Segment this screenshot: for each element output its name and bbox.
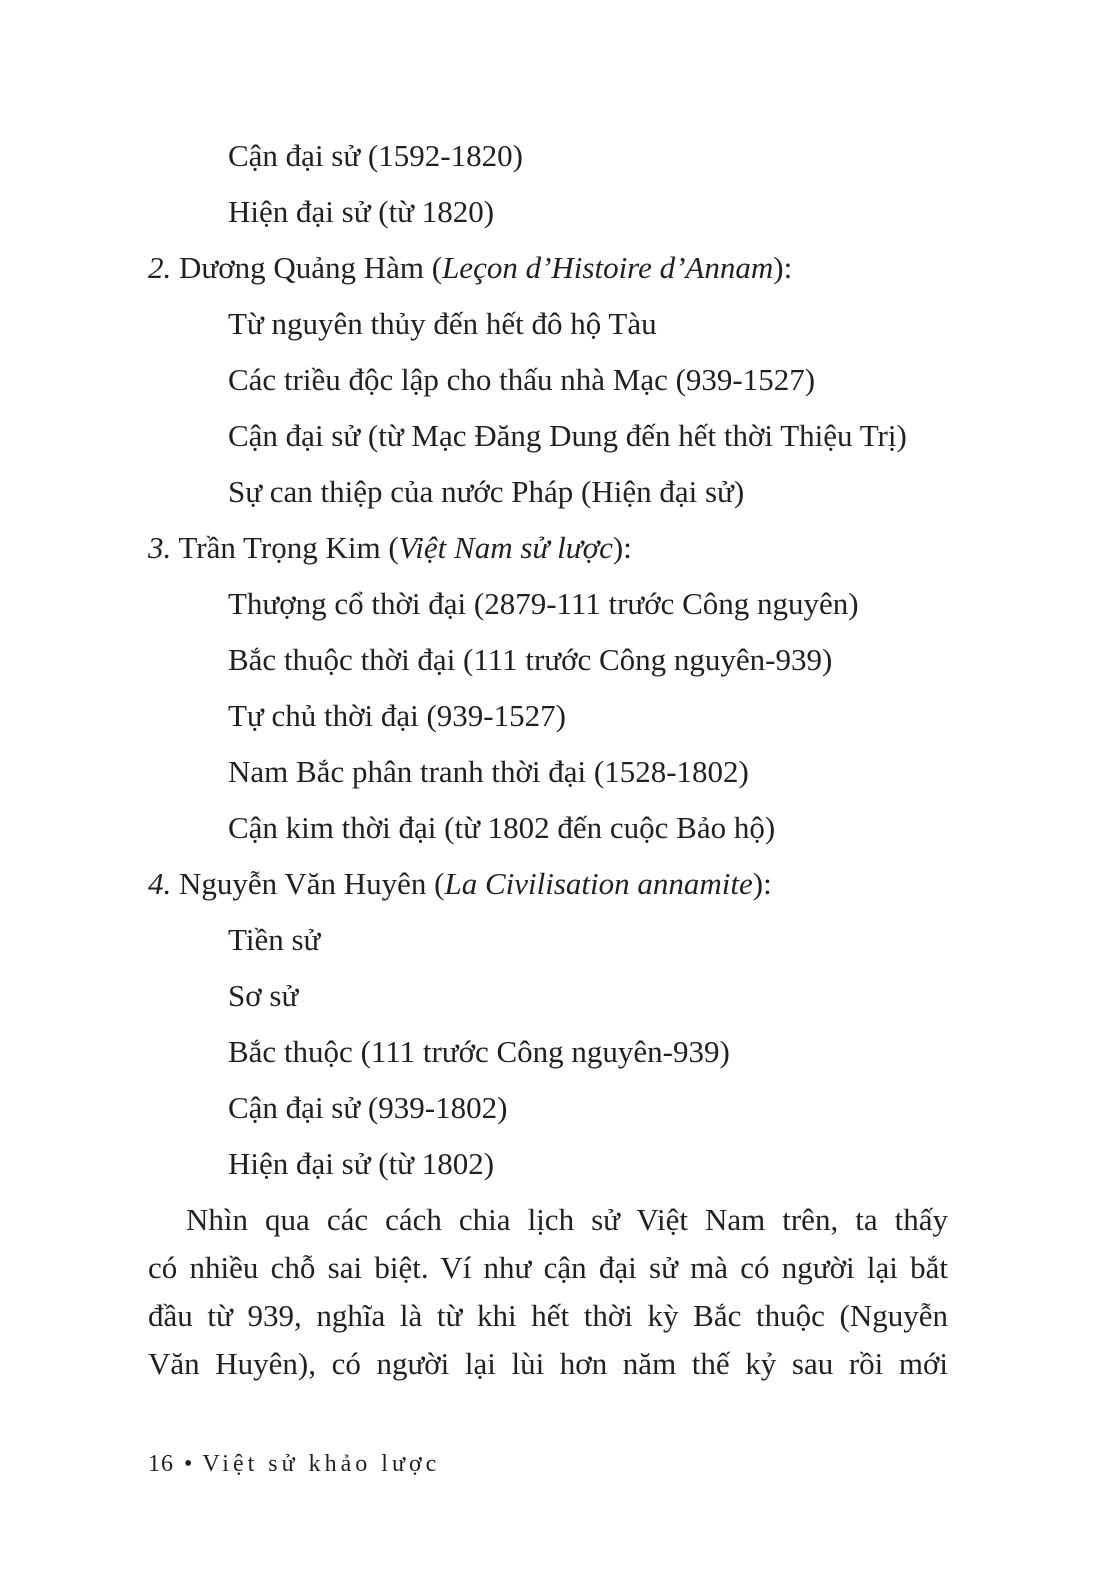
section-heading-3 xyxy=(148,528,632,568)
heading-tail: ): xyxy=(612,530,632,565)
heading-tail: ): xyxy=(752,866,772,901)
list-item: Thượng cổ thời đại (2879-111 trước Công nguyên) xyxy=(228,586,859,621)
heading-tail: ): xyxy=(773,250,793,285)
list-item: Hiện đại sử (từ 1820) xyxy=(228,194,495,229)
list-item: Bắc thuộc (111 trước Công nguyên-939) xyxy=(228,1034,730,1069)
list-item: Từ nguyên thủy đến hết đô hộ Tàu xyxy=(228,306,657,341)
list-item: Tiền sử xyxy=(228,922,321,957)
list-item: Tự chủ thời đại (939-1527) xyxy=(228,698,566,733)
work-title: Leçon d’Histoire d’Annam xyxy=(442,250,774,285)
list-item: Cận đại sử (939-1802) xyxy=(228,1090,508,1125)
paragraph-line: đầu từ 939, nghĩa là từ khi hết thời kỳ Bắc thuộc (Nguyễn xyxy=(148,1298,948,1333)
paragraph-line: Văn Huyên), có người lại lùi hơn năm thế kỷ sau rồi mới xyxy=(148,1346,948,1381)
work-title: La Civilisation annamite xyxy=(444,866,753,901)
page-number: 16 xyxy=(148,1451,174,1477)
paragraph-line: Nhìn qua các cách chia lịch sử Việt Nam trên, ta thấy xyxy=(186,1202,948,1237)
list-item: Nam Bắc phân tranh thời đại (1528-1802) xyxy=(228,754,749,789)
list-item: Bắc thuộc thời đại (111 trước Công nguyên-939) xyxy=(228,642,833,677)
author-name: Trần Trọng Kim ( xyxy=(171,530,399,565)
paragraph-line: có nhiều chỗ sai biệt. Ví như cận đại sử mà có người lại bắt xyxy=(148,1250,948,1285)
page-footer xyxy=(148,1448,440,1480)
section-heading-4 xyxy=(148,864,772,904)
book-title: Việt sử khảo lược xyxy=(202,1451,441,1477)
author-name: Dương Quảng Hàm ( xyxy=(171,250,443,285)
list-item: Cận kim thời đại (từ 1802 đến cuộc Bảo hộ) xyxy=(228,810,776,845)
list-item: Các triều độc lập cho thấu nhà Mạc (939-1527) xyxy=(228,362,816,397)
list-item: Cận đại sử (từ Mạc Đăng Dung đến hết thời Thiệu Trị) xyxy=(228,418,907,453)
list-item: Sự can thiệp của nước Pháp (Hiện đại sử) xyxy=(228,474,745,509)
section-heading-2 xyxy=(148,248,792,288)
work-title: Việt Nam sử lược xyxy=(398,530,613,565)
section-number: 3. xyxy=(148,530,172,565)
section-number: 2. xyxy=(148,250,172,285)
list-item: Hiện đại sử (từ 1802) xyxy=(228,1146,495,1181)
list-item: Cận đại sử (1592-1820) xyxy=(228,138,523,173)
section-number: 4. xyxy=(148,866,172,901)
author-name: Nguyễn Văn Huyên ( xyxy=(171,866,445,901)
list-item: Sơ sử xyxy=(228,978,299,1013)
footer-separator: • xyxy=(184,1451,193,1477)
